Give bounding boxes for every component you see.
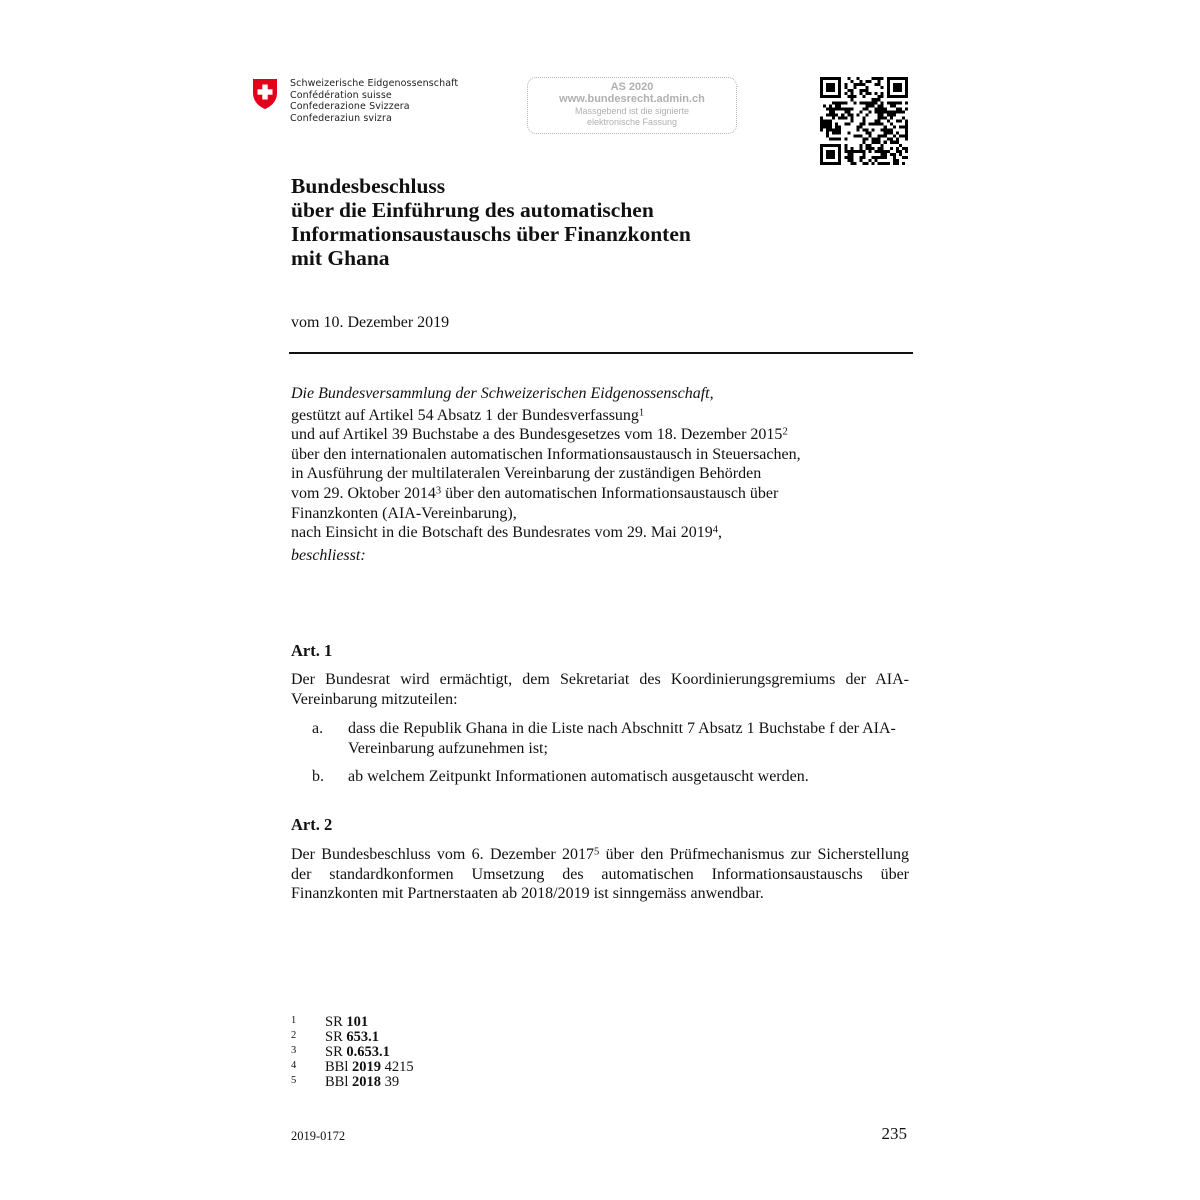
list-item-label: a. [312,720,324,737]
art1-text: Der Bundesrat wird ermächtigt, dem Sekretariat des Koordinierungsgremiums der AIA-Vereinbarung mitzuteilen: [291,671,909,708]
title-line: Bundesbeschluss [291,174,446,198]
preamble-line: über den internationalen automatischen Informationsaustausch in Steuersachen, [291,445,801,463]
art1-heading: Art. 1 [291,641,333,660]
preamble-line: in Ausführung der multilateralen Vereinbarung der zuständigen Behörden [291,465,762,483]
document-date: vom 10. Dezember 2019 [291,314,450,331]
confederation-name-rm: Confederaziun svizra [290,112,392,124]
title-line: über die Einführung des automatischen [291,198,654,222]
footnote-number: 5 [291,1075,297,1087]
list-item-text: ab welchem Zeitpunkt Informationen automatisch ausgetauscht werden. [348,768,809,785]
footnote-ref[interactable]: 1 [638,407,645,419]
confederation-name-de: Schweizerische Eidgenossenschaft [290,78,459,89]
footnote-number: 3 [291,1045,297,1057]
list-item-text: dass die Republik Ghana in die Liste nach Abschnitt 7 Absatz 1 Buchstabe f der AIA-Vereinbarung aufzunehmen ist; [348,720,896,757]
footnote-ref[interactable]: 2 [782,426,788,438]
qr-code-icon [820,77,908,165]
document-title [291,174,691,270]
preamble-intro: Die Bundesversammlung der Schweizerischen Eidgenossenschaft, [291,385,714,402]
confederation-names [290,78,458,124]
preamble-line: und auf Artikel 39 Buchstabe a des Bundesgesetzes vom 18. Dezember 2015$^2$ [291,426,788,444]
footnote-number: 1 [291,1015,297,1026]
title-line: Informationsaustauschs über Finanzkonten [291,222,691,246]
list-item-label: b. [312,768,324,785]
confederation-name-it: Confederazione Svizzera [290,101,410,113]
stamp-url: www.bundesrecht.admin.ch [559,93,705,105]
document-number: 2019-0172 [291,1129,346,1143]
preamble-line: nach Einsicht in die Botschaft des Bundesrates vom 29. Mai 2019$^4$, [291,524,722,542]
footnote-ref[interactable]: 5 [594,846,600,858]
footnote-ref[interactable]: 3 [435,485,442,497]
preamble-resolves: beschliesst: [291,546,366,564]
stamp-note-2: elektronische Fassung [586,117,678,127]
footnote-ref[interactable]: 4 [712,524,718,536]
title-line: mit Ghana [291,246,390,270]
swiss-crest-icon [252,78,278,110]
title-rule [289,352,913,354]
page-number: 235 [881,1124,907,1143]
preamble [291,384,801,565]
preamble-line: Finanzkonten (AIA-Vereinbarung), [291,504,517,522]
official-publication-stamp [527,77,737,134]
art2-text: Der Bundesbeschluss vom 6. Dezember 2017$^5$ über den Prüfmechanismus zur Sicherstellung der standardkonformen Umsetzung des automatischen Informationsaustauschs über Finanzkonten mit Partnerstaaten ab 2018/2019 ist sinngemäss anwendbar. [291,846,909,903]
preamble-line: gestützt auf Artikel 54 Absatz 1 der Bundesverfassung$^1$ [291,406,645,424]
art2-heading: Art. 2 [291,815,333,834]
footnote-number: 4 [291,1060,297,1072]
stamp-note-1: Massgebend ist die signierte [574,106,690,116]
preamble-line: vom 29. Oktober 2014$^3$ über den automatischen Informationsaustausch über [291,484,779,502]
footnote-number: 2 [291,1030,297,1042]
confederation-name-fr: Confédération suisse [290,89,392,101]
stamp-collection: AS 2020 [610,81,654,93]
